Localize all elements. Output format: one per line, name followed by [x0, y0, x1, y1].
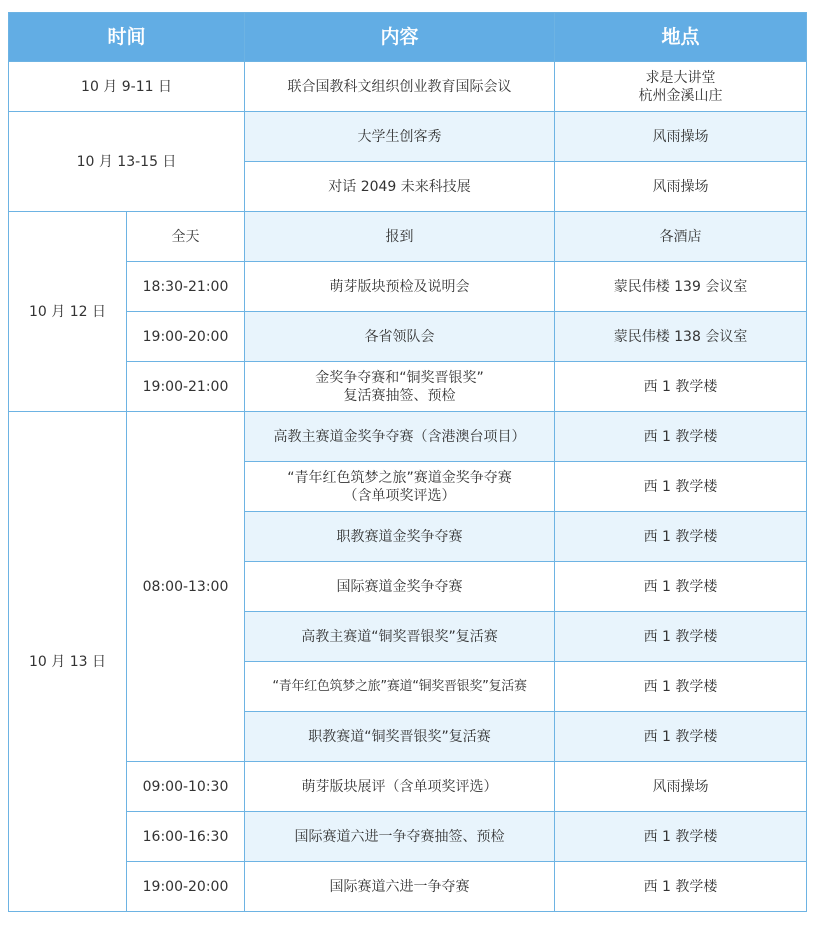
location-cell: 西 1 教学楼: [555, 462, 807, 512]
location-cell: 西 1 教学楼: [555, 862, 807, 912]
time-cell: 19:00-20:00: [127, 862, 245, 912]
date-cell: 10 月 13 日: [9, 412, 127, 912]
content-cell: 国际赛道六进一争夺赛抽签、预检: [245, 812, 555, 862]
content-cell: 联合国教科文组织创业教育国际会议: [245, 62, 555, 112]
table-row: [9, 362, 807, 412]
table-row: [9, 262, 807, 312]
header-location: 地点: [555, 13, 807, 62]
table-row: [9, 762, 807, 812]
time-cell: 08:00-13:00: [127, 412, 245, 762]
time-cell: 09:00-10:30: [127, 762, 245, 812]
table-row: [9, 62, 807, 112]
date-cell: 10 月 12 日: [9, 212, 127, 412]
date-cell: 10 月 9-11 日: [9, 62, 245, 112]
content-cell: 职教赛道金奖争夺赛: [245, 512, 555, 562]
content-cell: 报到: [245, 212, 555, 262]
time-cell: 16:00-16:30: [127, 812, 245, 862]
location-cell: 西 1 教学楼: [555, 662, 807, 712]
location-cell: [555, 62, 807, 112]
content-cell: 国际赛道六进一争夺赛: [245, 862, 555, 912]
table-row: [9, 812, 807, 862]
header-time: 时间: [9, 13, 245, 62]
location-cell: 西 1 教学楼: [555, 562, 807, 612]
content-line: 复活赛抽签、预检: [343, 387, 456, 404]
location-cell: 西 1 教学楼: [555, 512, 807, 562]
content-cell: 对话 2049 未来科技展: [245, 162, 555, 212]
content-line: （含单项奖评选）: [343, 487, 456, 504]
content-cell: 各省领队会: [245, 312, 555, 362]
location-cell: 西 1 教学楼: [555, 712, 807, 762]
location-line: 求是大讲堂: [645, 69, 716, 86]
content-cell: 国际赛道金奖争夺赛: [245, 562, 555, 612]
schedule-table: [8, 12, 807, 912]
table-row: [9, 312, 807, 362]
header-row: [9, 13, 807, 62]
location-cell: 各酒店: [555, 212, 807, 262]
location-cell: 蒙民伟楼 138 会议室: [555, 312, 807, 362]
content-line: “青年红色筑梦之旅”赛道金奖争夺赛: [287, 469, 512, 486]
location-cell: 风雨操场: [555, 112, 807, 162]
content-cell: 高教主赛道“铜奖晋银奖”复活赛: [245, 612, 555, 662]
date-cell: 10 月 13-15 日: [9, 112, 245, 212]
location-cell: 西 1 教学楼: [555, 362, 807, 412]
time-cell: 19:00-20:00: [127, 312, 245, 362]
content-cell: 职教赛道“铜奖晋银奖”复活赛: [245, 712, 555, 762]
content-cell: 高教主赛道金奖争夺赛（含港澳台项目）: [245, 412, 555, 462]
location-cell: 西 1 教学楼: [555, 412, 807, 462]
time-cell: 19:00-21:00: [127, 362, 245, 412]
location-cell: 蒙民伟楼 139 会议室: [555, 262, 807, 312]
content-cell: “青年红色筑梦之旅”赛道“铜奖晋银奖”复活赛: [245, 662, 555, 712]
header-content: 内容: [245, 13, 555, 62]
table-row: [9, 112, 807, 162]
location-cell: 西 1 教学楼: [555, 612, 807, 662]
content-cell: 大学生创客秀: [245, 112, 555, 162]
content-line: 金奖争夺赛和“铜奖晋银奖”: [315, 369, 484, 386]
location-cell: 风雨操场: [555, 162, 807, 212]
table-row: [9, 862, 807, 912]
location-line: 杭州金溪山庄: [638, 87, 723, 104]
location-cell: 西 1 教学楼: [555, 812, 807, 862]
table-row: [9, 412, 807, 462]
content-cell: 萌芽版块预检及说明会: [245, 262, 555, 312]
content-cell: 萌芽版块展评（含单项奖评选）: [245, 762, 555, 812]
table-row: [9, 212, 807, 262]
time-cell: 18:30-21:00: [127, 262, 245, 312]
content-cell: [245, 362, 555, 412]
location-cell: 风雨操场: [555, 762, 807, 812]
content-cell: [245, 462, 555, 512]
time-cell: 全天: [127, 212, 245, 262]
